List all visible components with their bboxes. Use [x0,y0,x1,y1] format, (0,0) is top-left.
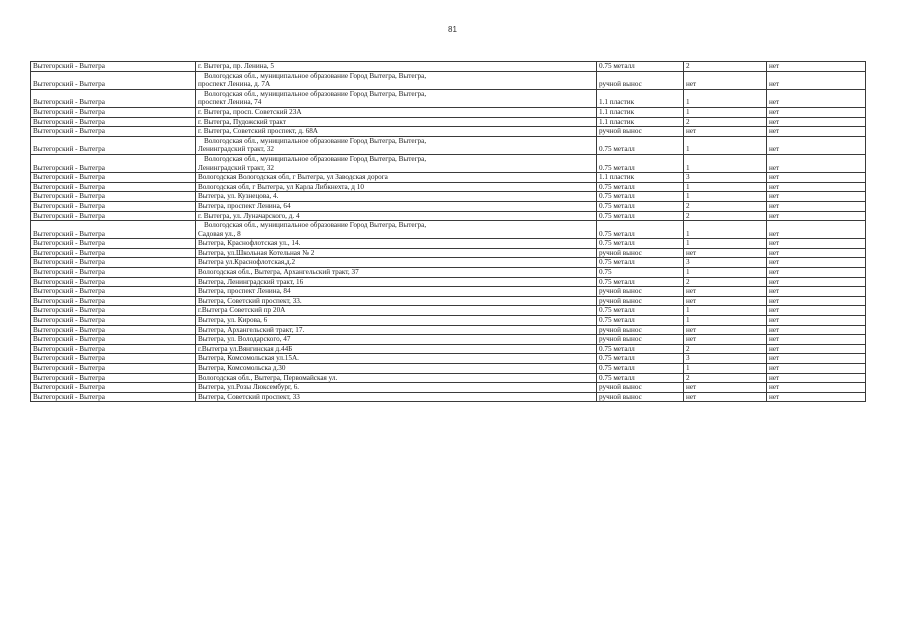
address-line: Ленинградский тракт, 32 [198,145,274,154]
flag-cell: нет [767,287,866,297]
container-cell: 0.75 металл [597,136,684,154]
flag-cell: нет [767,354,866,364]
flag-cell: нет [767,107,866,117]
container-cell: 0.75 металл [597,277,684,287]
address-line: Вологодская обл., муниципальное образование Город Вытегра, Вытегра, [204,221,427,230]
district-cell: Вытегорский - Вытегра [31,154,196,172]
address-cell [196,107,597,117]
address-cell [196,221,597,239]
district-cell: Вытегорский - Вытегра [31,239,196,249]
flag-cell: нет [767,127,866,137]
district-cell: Вытегорский - Вытегра [31,182,196,192]
address-cell [196,192,597,202]
address-cell [196,239,597,249]
table-row [31,117,866,127]
address-cell [196,364,597,374]
count-cell: 3 [684,173,767,183]
flag-cell: нет [767,239,866,249]
address-line: г. Вытегра, ул. Луначарского, д. 4 [198,211,300,220]
container-cell: 1.1 пластик [597,173,684,183]
flag-cell: нет [767,71,866,89]
count-cell: 1 [684,192,767,202]
container-cell: 0.75 металл [597,182,684,192]
district-cell: Вытегорский - Вытегра [31,71,196,89]
flag-cell: нет [767,335,866,345]
page-number: 81 [448,25,457,34]
table-row [31,62,866,72]
address-line: г. Вытегра, просп. Советский 23А [198,107,302,116]
table-row [31,287,866,297]
district-cell: Вытегорский - Вытегра [31,258,196,268]
address-line: Вытегра, Советский проспект, 33. [198,296,302,305]
district-cell: Вытегорский - Вытегра [31,354,196,364]
address-line: Вологодская Вологодская обл, г Вытегра, ул Заводская дорога [198,173,388,182]
flag-cell: нет [767,136,866,154]
flag-cell: нет [767,373,866,383]
flag-cell: нет [767,182,866,192]
flag-cell: нет [767,62,866,72]
district-cell: Вытегорский - Вытегра [31,364,196,374]
table-row [31,383,866,393]
table-row [31,258,866,268]
table-row [31,306,866,316]
count-cell: нет [684,335,767,345]
count-cell: 3 [684,354,767,364]
count-cell: 1 [684,364,767,374]
address-line: Вологодская обл., Вытегра, Первомайская ул. [198,373,338,382]
district-cell: Вытегорский - Вытегра [31,201,196,211]
address-cell [196,383,597,393]
district-cell: Вытегорский - Вытегра [31,211,196,221]
address-cell [196,201,597,211]
address-cell [196,89,597,107]
table-row [31,154,866,172]
address-cell [196,248,597,258]
count-cell: 2 [684,62,767,72]
container-cell: 0.75 металл [597,62,684,72]
count-cell: 2 [684,373,767,383]
count-cell: 2 [684,344,767,354]
flag-cell: нет [767,154,866,172]
address-line: Вытегра, ул.Школьная Котельная № 2 [198,248,315,257]
table-row [31,71,866,89]
district-cell: Вытегорский - Вытегра [31,107,196,117]
data-table [30,61,866,402]
container-cell: ручной вынос [597,71,684,89]
flag-cell: нет [767,316,866,326]
flag-cell: нет [767,192,866,202]
container-cell: ручной вынос [597,335,684,345]
container-cell: 0.75 металл [597,192,684,202]
count-cell: нет [684,325,767,335]
table-row [31,201,866,211]
address-cell [196,173,597,183]
count-cell: 1 [684,239,767,249]
table-row [31,392,866,402]
address-cell [196,277,597,287]
table-row [31,107,866,117]
address-cell [196,287,597,297]
container-cell: 0.75 металл [597,344,684,354]
address-line: Вытегра, Краснофлотская ул., 14. [198,239,301,248]
flag-cell: нет [767,344,866,354]
container-cell: 0.75 [597,268,684,278]
district-cell: Вытегорский - Вытегра [31,117,196,127]
address-line: Вытегра, ул. Володарского, 47 [198,335,291,344]
address-cell [196,71,597,89]
flag-cell: нет [767,173,866,183]
table-row [31,344,866,354]
address-cell [196,258,597,268]
address-line: Вологодская обл, г Вытегра, ул Карла Либкнехта, д 10 [198,182,364,191]
container-cell: ручной вынос [597,325,684,335]
container-cell: 1.1 пластик [597,107,684,117]
flag-cell: нет [767,296,866,306]
count-cell: 1 [684,316,767,326]
district-cell: Вытегорский - Вытегра [31,335,196,345]
address-line: Вытегра, ул.Розы Люксембург, 6. [198,383,300,392]
address-cell [196,335,597,345]
district-cell: Вытегорский - Вытегра [31,89,196,107]
address-line: г. Вытегра, пр. Ленина, 5 [198,62,274,70]
address-line: Вытегра ул.Краснофлотская,д.2 [198,258,296,267]
table-row [31,354,866,364]
address-line: Вологодская обл., Вытегра, Архангельский тракт, 37 [198,268,359,277]
address-cell [196,316,597,326]
flag-cell: нет [767,211,866,221]
container-cell: 0.75 металл [597,201,684,211]
address-cell [196,211,597,221]
district-cell: Вытегорский - Вытегра [31,325,196,335]
flag-cell: нет [767,258,866,268]
table-row [31,182,866,192]
table-row [31,268,866,278]
container-cell: ручной вынос [597,248,684,258]
district-cell: Вытегорский - Вытегра [31,287,196,297]
count-cell: 1 [684,182,767,192]
address-cell [196,268,597,278]
address-line: г. Вытегра, Советский проспект, д. 68А [198,127,318,136]
container-cell: ручной вынос [597,287,684,297]
district-cell: Вытегорский - Вытегра [31,248,196,258]
flag-cell: нет [767,364,866,374]
district-cell: Вытегорский - Вытегра [31,306,196,316]
table-row [31,277,866,287]
container-cell: 0.75 металл [597,354,684,364]
address-line: Вытегра, ул. Кирова, 6 [198,316,268,325]
address-line: Вологодская обл., муниципальное образование Город Вытегра, Вытегра, [204,154,427,163]
table-row [31,211,866,221]
address-cell [196,344,597,354]
address-line: Вологодская обл., муниципальное образование Город Вытегра, Вытегра, [204,71,427,80]
district-cell: Вытегорский - Вытегра [31,344,196,354]
table-row [31,373,866,383]
address-line: Вытегра, Комсомольская ул.15А. [198,354,299,363]
address-line: проспект Ленина, д. 7А [198,80,271,89]
count-cell: нет [684,383,767,393]
district-cell: Вытегорский - Вытегра [31,268,196,278]
count-cell: нет [684,71,767,89]
district-cell: Вытегорский - Вытегра [31,373,196,383]
address-line: Садовая ул., 8 [198,229,241,238]
address-cell [196,306,597,316]
flag-cell: нет [767,268,866,278]
count-cell: 1 [684,221,767,239]
address-cell [196,373,597,383]
table-row [31,296,866,306]
container-cell: ручной вынос [597,392,684,402]
address-cell [196,392,597,402]
container-cell: 1.1 пластик [597,89,684,107]
count-cell: нет [684,392,767,402]
district-cell: Вытегорский - Вытегра [31,62,196,72]
district-cell: Вытегорский - Вытегра [31,316,196,326]
address-cell [196,117,597,127]
count-cell: 2 [684,211,767,221]
flag-cell: нет [767,201,866,211]
container-cell: ручной вынос [597,296,684,306]
table-row [31,364,866,374]
table-body [31,62,866,402]
flag-cell: нет [767,117,866,127]
address-line: Вытегра, ул. Кузнецова, 4. [198,192,279,201]
address-cell [196,62,597,72]
table-row [31,173,866,183]
count-cell: нет [684,296,767,306]
address-line: Вологодская обл., муниципальное образование Город Вытегра, Вытегра, [204,136,427,145]
flag-cell: нет [767,392,866,402]
address-line: Вытегра, Советский проспект, 33 [198,392,300,401]
flag-cell: нет [767,383,866,393]
flag-cell: нет [767,89,866,107]
address-line: Вытегра, Ленинградский тракт, 16 [198,277,304,286]
district-cell: Вытегорский - Вытегра [31,296,196,306]
district-cell: Вытегорский - Вытегра [31,127,196,137]
count-cell: 1 [684,89,767,107]
container-cell: 0.75 металл [597,316,684,326]
container-cell: 0.75 металл [597,258,684,268]
container-cell: ручной вынос [597,383,684,393]
district-cell: Вытегорский - Вытегра [31,392,196,402]
flag-cell: нет [767,277,866,287]
district-cell: Вытегорский - Вытегра [31,136,196,154]
table-row [31,127,866,137]
count-cell: 1 [684,136,767,154]
container-cell: 0.75 металл [597,373,684,383]
address-line: г.Вытегра ул.Вянгинская д.44Б [198,344,293,353]
address-line: г. Вытегра, Пудожский тракт [198,117,286,126]
table-row [31,136,866,154]
count-cell: 1 [684,306,767,316]
table-row [31,221,866,239]
address-cell [196,127,597,137]
count-cell: 1 [684,154,767,172]
table-row [31,89,866,107]
address-line: проспект Ленина, 74 [198,98,262,107]
container-cell: 1.1 пластик [597,117,684,127]
container-cell: 0.75 металл [597,364,684,374]
address-cell [196,296,597,306]
flag-cell: нет [767,221,866,239]
address-cell [196,154,597,172]
count-cell: 3 [684,258,767,268]
count-cell: нет [684,287,767,297]
district-cell: Вытегорский - Вытегра [31,221,196,239]
address-line: Вытегра, Архангельский тракт, 17. [198,325,305,334]
table-row [31,248,866,258]
district-cell: Вытегорский - Вытегра [31,192,196,202]
table-row [31,316,866,326]
count-cell: 1 [684,268,767,278]
table-row [31,325,866,335]
container-cell: ручной вынос [597,127,684,137]
count-cell: 2 [684,117,767,127]
container-cell: 0.75 металл [597,154,684,172]
address-line: Вологодская обл., муниципальное образование Город Вытегра, Вытегра, [204,89,427,98]
address-cell [196,354,597,364]
table-row [31,335,866,345]
container-cell: 0.75 металл [597,211,684,221]
flag-cell: нет [767,325,866,335]
district-cell: Вытегорский - Вытегра [31,277,196,287]
count-cell: 2 [684,277,767,287]
address-line: Вытегра, проспект Ленина, 64 [198,201,291,210]
container-cell: 0.75 металл [597,306,684,316]
table-row [31,239,866,249]
address-cell [196,325,597,335]
container-cell: 0.75 металл [597,239,684,249]
flag-cell: нет [767,306,866,316]
address-line: Вытегра, проспект Ленина, 84 [198,287,291,296]
address-line: г.Вытегра Советский пр 20А [198,306,286,315]
address-cell [196,182,597,192]
count-cell: 2 [684,201,767,211]
count-cell: нет [684,127,767,137]
flag-cell: нет [767,248,866,258]
address-line: Ленинградский тракт, 32 [198,163,274,172]
district-cell: Вытегорский - Вытегра [31,383,196,393]
address-line: Вытегра, Комсомольска д.30 [198,364,286,372]
container-cell: 0.75 металл [597,221,684,239]
count-cell: 1 [684,107,767,117]
district-cell: Вытегорский - Вытегра [31,173,196,183]
count-cell: нет [684,248,767,258]
table-row [31,192,866,202]
address-cell [196,136,597,154]
